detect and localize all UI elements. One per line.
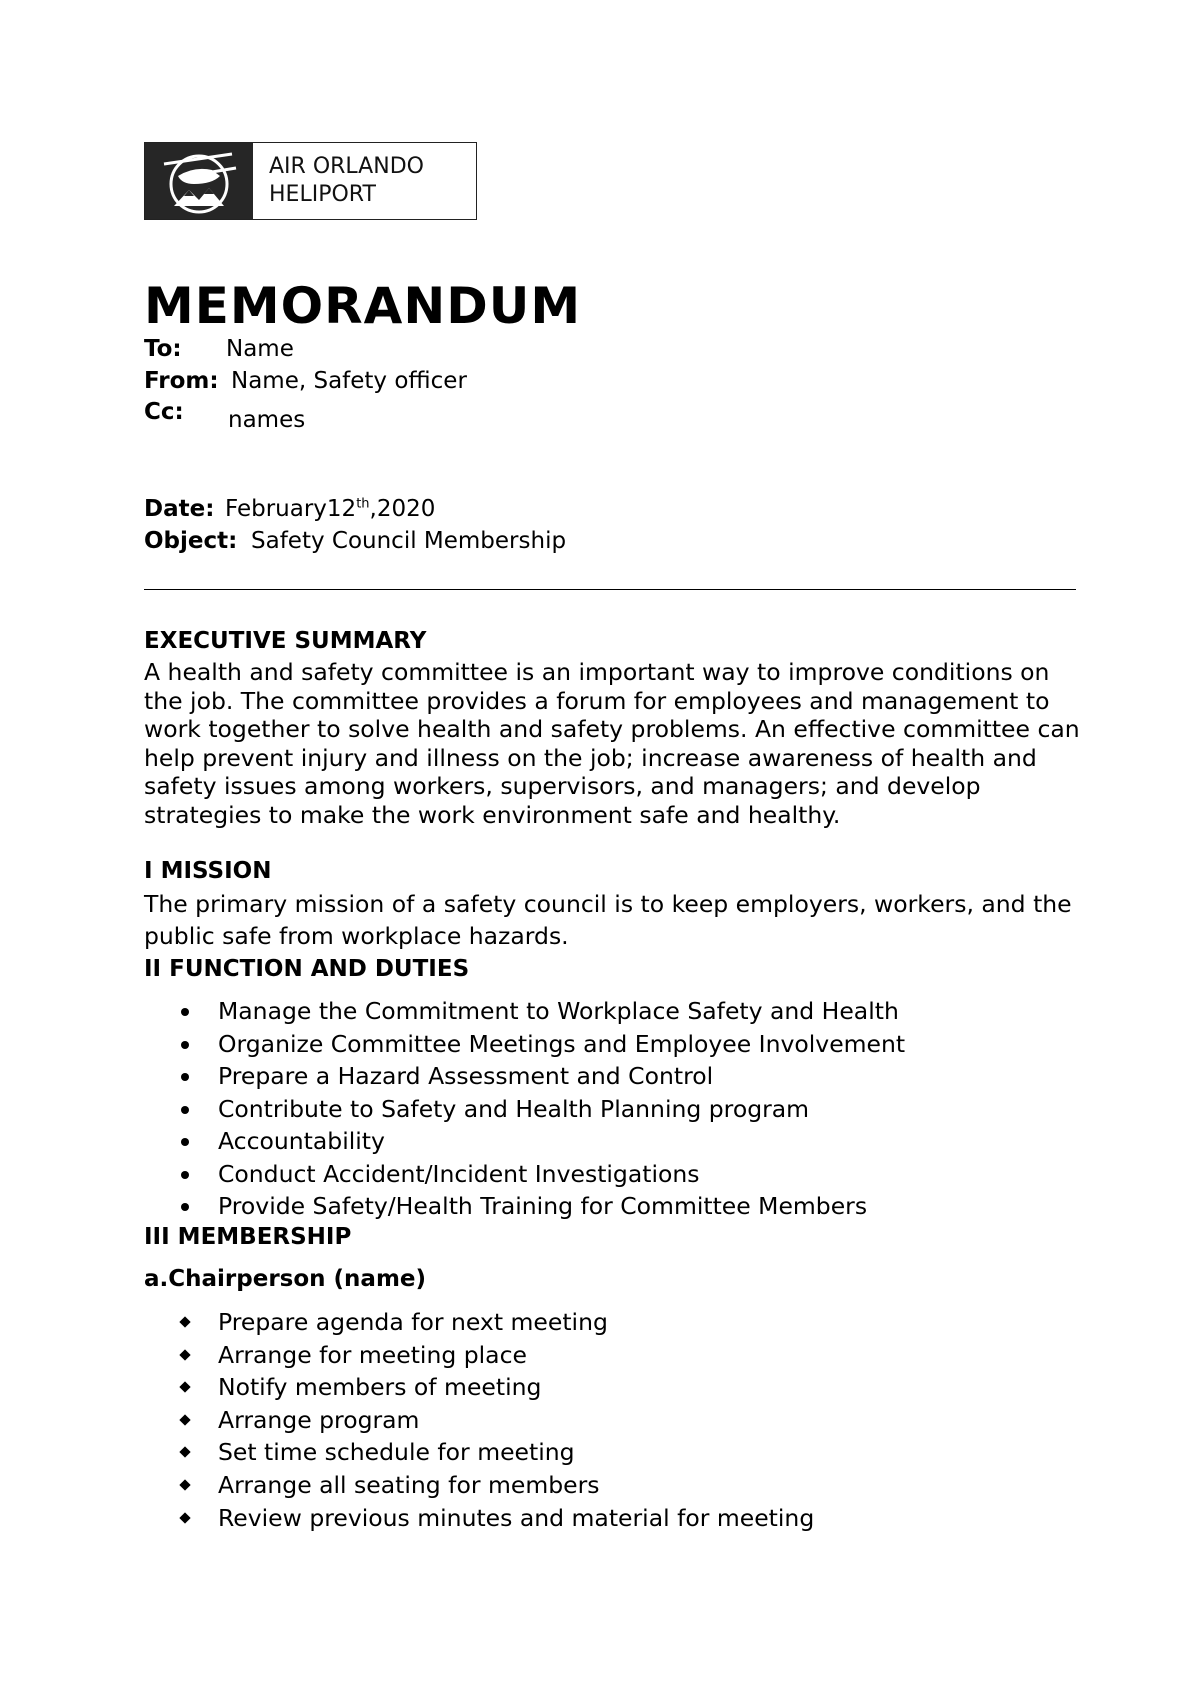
list-item [144,1502,814,1535]
list-item-text: Review previous minutes and material for meeting [218,1503,815,1532]
list-item [144,1093,905,1126]
date-value [225,494,435,524]
diamond-bullet-icon [179,1512,190,1523]
diamond-bullet-icon [179,1447,190,1458]
diamond-bullet-icon [179,1316,190,1327]
list-item [144,1371,814,1404]
diamond-bullet-icon [179,1479,190,1490]
list-item-text: Arrange for meeting place [218,1340,527,1369]
diamond-bullet-icon [179,1414,190,1425]
executive-summary-heading: EXECUTIVE SUMMARY [144,628,427,654]
list-item [144,1190,905,1223]
list-item [144,1339,814,1372]
divider [144,589,1076,590]
list-item-text: Set time schedule for meeting [218,1438,575,1467]
date-prefix: February12 [225,496,357,522]
diamond-bullet-icon [179,1382,190,1393]
list-item [144,1469,814,1502]
list-item [144,1060,905,1093]
cc-label: Cc: [144,399,184,425]
list-item-text: Prepare a Hazard Assessment and Control [218,1062,714,1090]
to-label: To: [144,336,182,362]
list-item [144,1028,905,1061]
executive-summary-text: A health and safety committee is an important way to improve conditions on the job. The committee provides a forum for employees and management to work together to solve health and safety problems. An effective committee can help prevent injury and illness on the job; increase awareness of health and safety issues among workers, supervisors, and managers; and develop strategies to make the work environment safe and healthy. [144,658,1080,829]
diamond-bullet-icon [179,1349,190,1360]
date-sup: th [356,496,370,512]
list-item-text: Organize Committee Meetings and Employee Involvement [218,1029,906,1058]
list-item [144,1158,905,1191]
list-item-text: Arrange program [218,1405,420,1434]
object-value: Safety Council Membership [251,528,567,554]
logo-box [144,142,477,220]
helicopter-mountain-logo-icon [145,143,253,219]
bullet-icon [181,1041,189,1049]
list-item [144,1404,814,1437]
mission-heading: I MISSION [144,858,272,884]
logo-text [253,143,424,219]
list-item-text: Manage the Commitment to Workplace Safety and Health [218,997,899,1025]
list-item [144,1436,814,1469]
date-label: Date: [144,496,215,522]
list-item-text: Provide Safety/Health Training for Committee Members [218,1192,868,1220]
list-item-text: Contribute to Safety and Health Planning program [218,1094,810,1123]
membership-heading: III MEMBERSHIP [144,1224,352,1250]
date-field [144,494,436,524]
bullet-icon [181,1171,189,1179]
list-item-text: Notify members of meeting [218,1373,542,1402]
object-field [144,526,567,556]
list-item [144,995,905,1028]
logo-line-2: HELIPORT [269,182,376,207]
list-item-text: Conduct Accident/Incident Investigations [218,1159,700,1188]
function-heading: II FUNCTION AND DUTIES [144,956,470,982]
list-item-text: Accountability [218,1127,385,1155]
chairperson-heading: a.Chairperson (name) [144,1266,427,1292]
list-item [144,1306,814,1339]
from-field [144,366,467,396]
bullet-icon [181,1106,189,1114]
from-value: Name, Safety officer [231,368,467,394]
bullet-icon [181,1008,189,1016]
date-suffix: ,2020 [369,496,436,522]
list-item-text: Prepare agenda for next meeting [218,1308,608,1336]
cc-value: names [228,407,306,433]
list-item-text: Arrange all seating for members [218,1470,600,1499]
bullet-icon [181,1138,189,1146]
to-field [144,334,294,364]
mission-text: The primary mission of a safety council is to keep employers, workers, and the public safe from workplace hazards. [144,890,1072,950]
chairperson-list [144,1306,814,1534]
object-label: Object: [144,528,238,554]
from-label: From: [144,368,219,394]
logo-line-1: AIR ORLANDO [269,154,424,179]
list-item [144,1125,905,1158]
function-list [144,995,905,1223]
to-value: Name [226,336,294,362]
cc-field [144,397,306,433]
page-title: MEMORANDUM [144,277,582,335]
bullet-icon [181,1073,189,1081]
bullet-icon [181,1203,189,1211]
